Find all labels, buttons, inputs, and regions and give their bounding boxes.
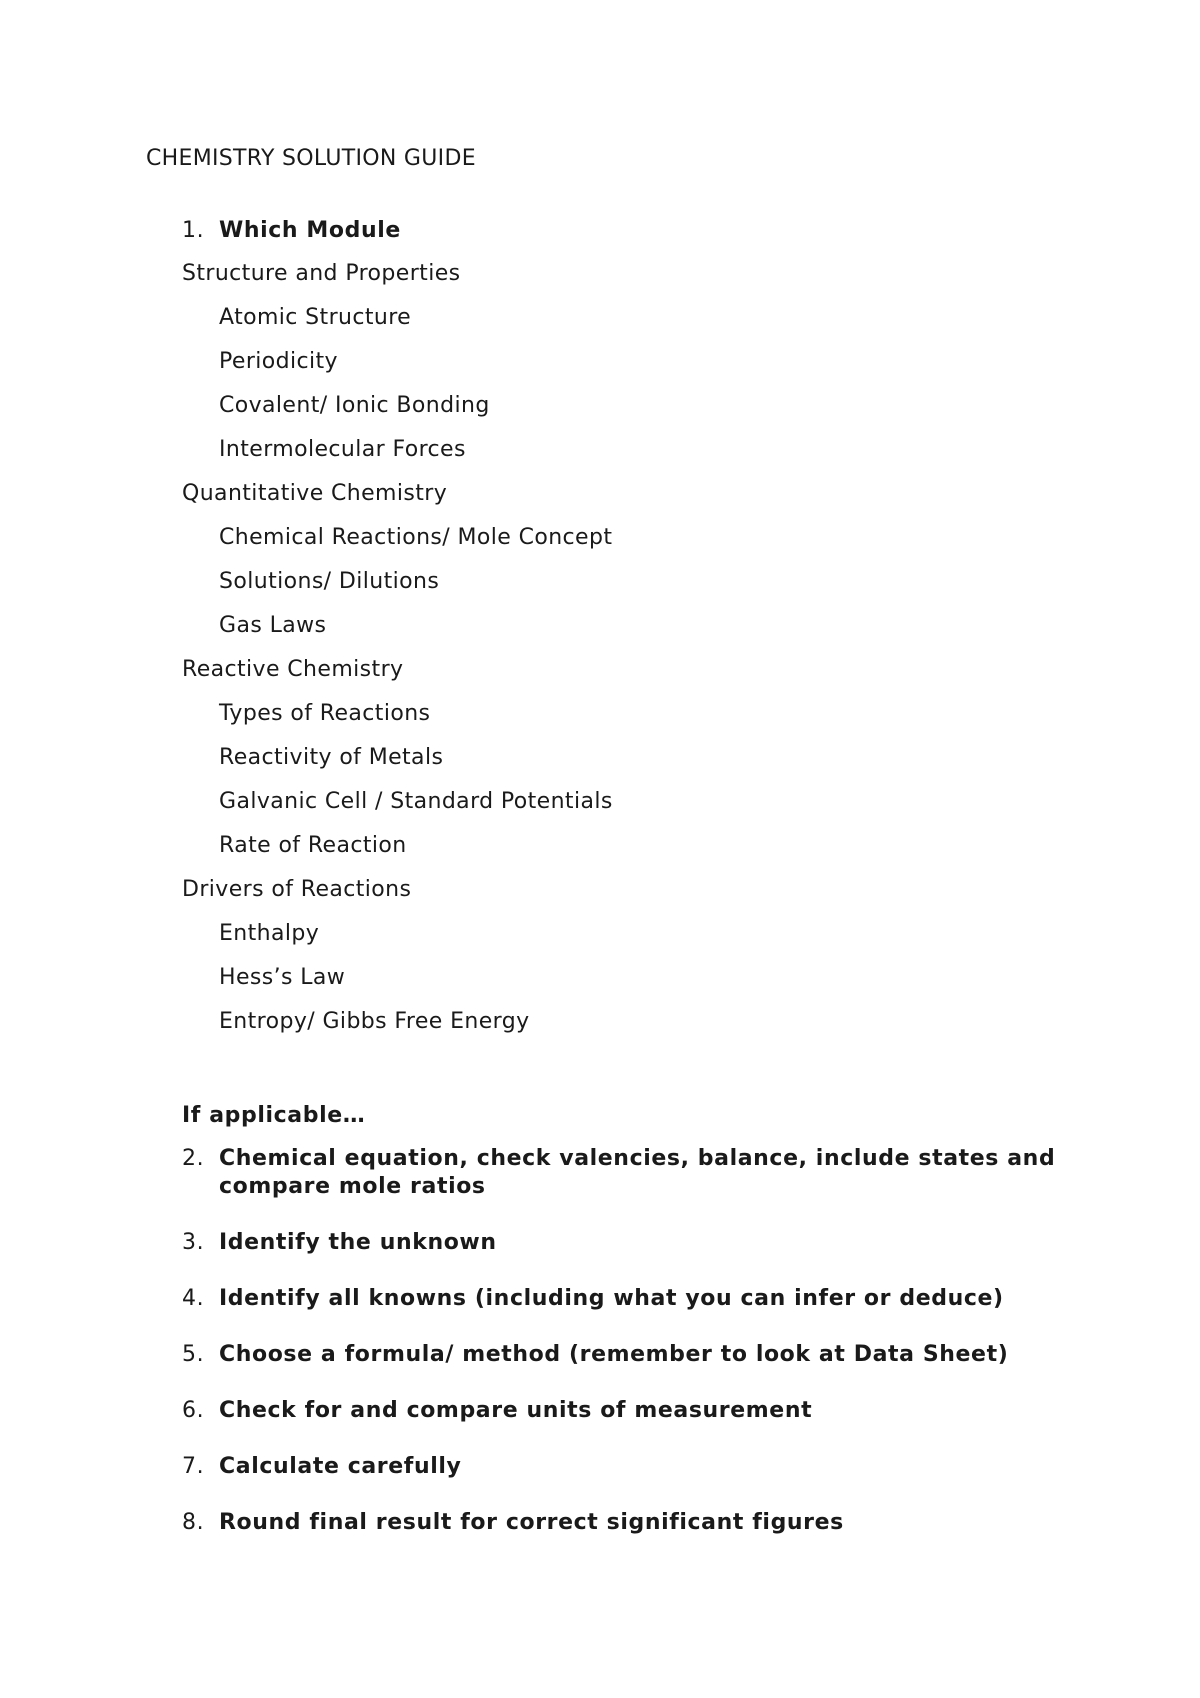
step-item [182,1229,1082,1257]
module-topic: Solutions/ Dilutions [219,569,440,594]
module-topic: Gas Laws [219,613,327,638]
step-text: Calculate carefully [219,1454,462,1479]
module-topic: Chemical Reactions/ Mole Concept [219,525,613,550]
module-topic: Types of Reactions [219,701,431,726]
module-topic: Enthalpy [219,921,320,946]
module-topic: Entropy/ Gibbs Free Energy [219,1009,530,1034]
module-heading: Quantitative Chemistry [182,481,448,506]
module-topic: Hess’s Law [219,965,346,990]
module-list [182,259,613,1051]
step-which-module [182,216,401,246]
step-text: Choose a formula/ method (remember to look at Data Sheet) [219,1342,1009,1367]
module-topic: Covalent/ Ionic Bonding [219,393,490,418]
steps-list [182,1145,1082,1565]
module-heading: Reactive Chemistry [182,657,404,682]
document-title: CHEMISTRY SOLUTION GUIDE [146,146,476,171]
step-text: Check for and compare units of measurement [219,1398,813,1423]
step-number: 1. [182,218,205,243]
step-number: 2. [182,1146,205,1171]
step-item [182,1285,1082,1313]
step-text: Chemical equation, check valencies, balance, include states and compare mole ratios [219,1146,1056,1199]
module-heading: Structure and Properties [182,261,461,286]
step-number: 4. [182,1286,205,1311]
step-item [182,1453,1082,1481]
module-topic: Reactivity of Metals [219,745,444,770]
step-number: 8. [182,1510,205,1535]
module-heading: Drivers of Reactions [182,877,412,902]
step-label: Which Module [219,218,401,243]
step-number: 3. [182,1230,205,1255]
step-number: 6. [182,1398,205,1423]
module-topic: Galvanic Cell / Standard Potentials [219,789,613,814]
step-item [182,1397,1082,1425]
step-text: Round final result for correct significant figures [219,1510,844,1535]
step-text: Identify the unknown [219,1230,497,1255]
module-topic: Periodicity [219,349,338,374]
step-item [182,1509,1082,1537]
module-topic: Intermolecular Forces [219,437,466,462]
if-applicable-heading: If applicable… [182,1103,366,1128]
step-item [182,1145,1082,1201]
module-topic: Atomic Structure [219,305,412,330]
step-item [182,1341,1082,1369]
step-number: 5. [182,1342,205,1367]
module-topic: Rate of Reaction [219,833,407,858]
step-text: Identify all knowns (including what you can infer or deduce) [219,1286,1004,1311]
step-number: 7. [182,1454,205,1479]
